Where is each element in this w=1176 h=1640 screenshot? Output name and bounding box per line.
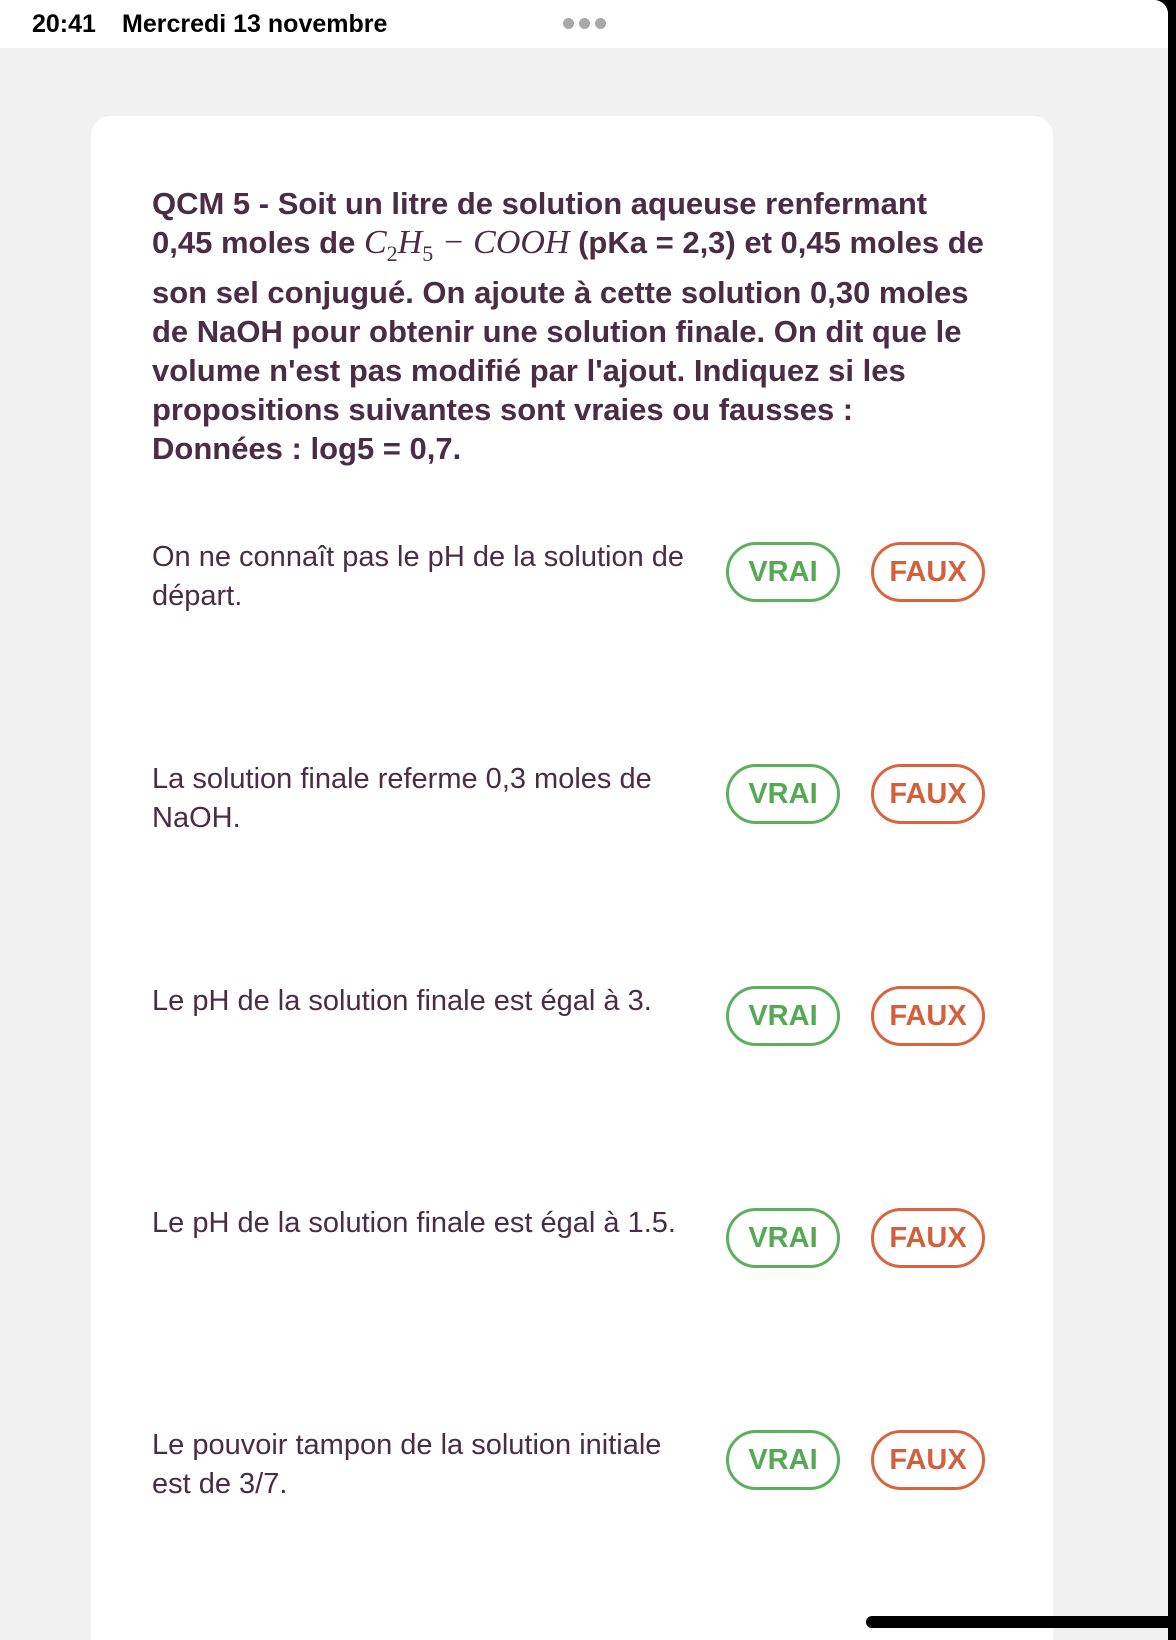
status-bar [0,0,1168,48]
proposition-text: La solution finale referme 0,3 moles de NaOH. [152,763,652,834]
vrai-button[interactable]: VRAI [726,986,840,1046]
home-indicator[interactable] [866,1616,1176,1628]
chemical-formula: $C_2H_5$ − COOH [363,224,570,266]
dot-icon [595,18,606,29]
proposition-text: Le pouvoir tampon de la solution initiale est de 3/7. [152,1429,662,1500]
proposition-5 [152,1426,972,1500]
faux-button[interactable]: FAUX [871,986,985,1046]
faux-button[interactable]: FAUX [871,542,985,602]
question-text [152,184,992,468]
proposition-4 [152,1204,972,1274]
question-card [91,116,1053,1640]
proposition-3 [152,982,972,1052]
vrai-button[interactable]: VRAI [726,764,840,824]
dot-icon [563,18,574,29]
vrai-button[interactable]: VRAI [726,542,840,602]
vrai-button[interactable]: VRAI [726,1430,840,1490]
vrai-button[interactable]: VRAI [726,1208,840,1268]
multitasking-dots-icon[interactable] [563,18,606,29]
status-time: 20:41 [32,10,96,38]
proposition-text: Le pH de la solution finale est égal à 1.5. [152,1207,676,1239]
faux-button[interactable]: FAUX [871,1430,985,1490]
faux-button[interactable]: FAUX [871,764,985,824]
faux-button[interactable]: FAUX [871,1208,985,1268]
question-suffix: (pKa = 2,3) et 0,45 moles de son sel conjugué. On ajoute à cette solution 0,30 moles de NaOH pour obtenir une solution finale. On dit que le volume n'est pas modifié par l'ajout. Indiquez si les propositions suivantes sont vraies ou fausses : Données : log5 = 0,7. [152,225,984,466]
proposition-text: On ne connaît pas le pH de la solution de départ. [152,541,685,612]
proposition-1 [152,538,972,612]
status-date: Mercredi 13 novembre [122,10,388,38]
proposition-2 [152,760,972,834]
question-prefix: QCM 5 - Soit un litre de solution aqueuse renfermant 0,45 moles de [152,186,928,260]
dot-icon [579,18,590,29]
proposition-text: Le pH de la solution finale est égal à 3. [152,985,652,1017]
